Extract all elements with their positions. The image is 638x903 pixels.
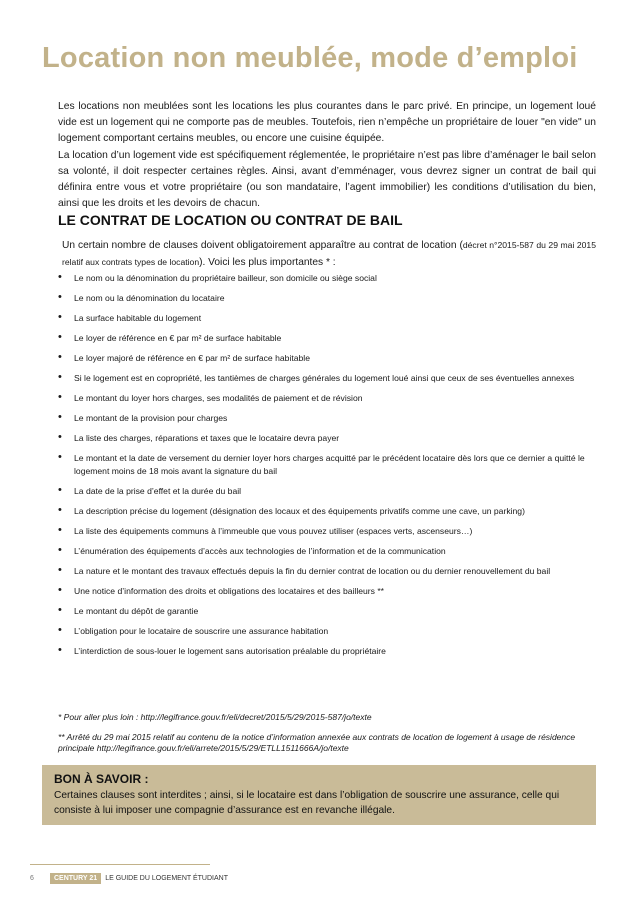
clause-item [58,312,598,325]
bullet-icon: • [58,604,62,616]
intro-paragraph-1: Les locations non meublées sont les locations les plus courantes dans le parc privé. En principe, un logement loué vide est un logement qui ne comporte pas de meubles. Toutefois, rien n’empêche un propriétaire de louer "en vide" un logement comportant certains meubles, ou encore une cuisine équipée. [58,101,596,144]
footnotes [58,712,598,763]
clause-item [58,272,598,285]
clause-item [58,525,598,538]
bullet-icon: • [58,544,62,556]
bullet-icon: • [58,584,62,596]
clause-item [58,452,598,478]
clause-item [58,332,598,345]
clause-item [58,645,598,658]
clause-text: L’interdiction de sous-louer le logement sans autorisation préalable du propriétaire [74,646,386,656]
bullet-icon: • [58,391,62,403]
clause-item [58,432,598,445]
box-title: BON À SAVOIR : [54,772,149,786]
clause-item [58,605,598,618]
clause-text: Le loyer majoré de référence en € par m² de surface habitable [74,353,310,363]
guide-title: LE GUIDE DU LOGEMENT ÉTUDIANT [105,875,228,882]
clause-text: La description précise du logement (désignation des locaux et des équipements privatifs comme une cave, un parking) [74,506,525,516]
section-heading: LE CONTRAT DE LOCATION OU CONTRAT DE BAIL [58,212,403,228]
clause-item [58,565,598,578]
lead-text-a: Un certain nombre de clauses doivent obligatoirement apparaître au contrat de location ( [62,240,463,251]
bullet-icon: • [58,624,62,636]
section-lead [62,237,596,271]
clause-text: Une notice d’information des droits et obligations des locataires et des bailleurs ** [74,586,385,596]
clause-item [58,625,598,638]
bullet-icon: • [58,411,62,423]
bon-a-savoir-box [42,765,596,825]
clause-text: Le loyer de référence en € par m² de surface habitable [74,333,282,343]
bullet-icon: • [58,504,62,516]
clause-text: La liste des équipements communs à l’immeuble que vous pouvez utiliser (espaces verts, ascenseurs…) [74,526,473,536]
clause-item [58,352,598,365]
page-number: 6 [30,875,34,882]
bullet-icon: • [58,351,62,363]
clauses-list [58,272,598,665]
clause-text: L’obligation pour le locataire de souscrire une assurance habitation [74,626,329,636]
lead-decree-reference: décret n°2015-587 du 29 mai 2015 relatif aux contrats types de location [62,240,596,267]
clause-text: La nature et le montant des travaux effectués depuis la fin du dernier contrat de location ou du dernier renouvellement du bail [74,566,551,576]
bullet-icon: • [58,311,62,323]
bullet-icon: • [58,644,62,656]
clause-text: Si le logement est en copropriété, les tantièmes de charges générales du logement loué ainsi que ceux de ses éventuelles annexes [74,373,575,383]
clause-item [58,292,598,305]
clause-text: Le montant de la provision pour charges [74,413,228,423]
lead-text-b: ). Voici les plus importantes * : [199,257,336,268]
clause-item [58,392,598,405]
bullet-icon: • [58,431,62,443]
clause-text: La surface habitable du logement [74,313,202,323]
clause-text: La date de la prise d’effet et la durée du bail [74,486,242,496]
bullet-icon: • [58,291,62,303]
clause-text: Le nom ou la dénomination du propriétaire bailleur, son domicile ou siège social [74,273,377,283]
footnote-2: ** Arrêté du 29 mai 2015 relatif au contenu de la notice d’information annexée aux contrats de location de logement à usage de résidence principale http://legifrance.gouv.fr/eli/arrete/2015/5/29/ETLL1511666A/jo/texte [58,731,576,753]
footer-divider [30,864,210,865]
clause-text: Le montant du dépôt de garantie [74,606,199,616]
clause-item [58,585,598,598]
bullet-icon: • [58,564,62,576]
bullet-icon: • [58,484,62,496]
bullet-icon: • [58,524,62,536]
clause-item [58,372,598,385]
clause-item [58,412,598,425]
bullet-icon: • [58,271,62,283]
page-title: Location non meublée, mode d’emploi [42,42,578,74]
box-text: Certaines clauses sont interdites ; ainsi, si le locataire est dans l’obligation de souscrire une assurance, celle qui consiste à lui imposer une compagnie d’assurance est en revanche illégale. [54,790,560,816]
page-footer [30,873,228,884]
clause-item [58,485,598,498]
brand-logo: CENTURY 21 [50,873,101,884]
clause-text: Le montant du loyer hors charges, ses modalités de paiement et de révision [74,393,363,403]
intro-paragraph-2: La location d’un logement vide est spécifiquement réglementée, le propriétaire n’est pas libre d’aménager le bail selon sa volonté, il doit respecter certaines règles. Ainsi, avant d’emménager, vous devrez signer un contrat de bail qui définira entre vous et votre propriétaire (ou son mandataire, l’agent immobilier) les conditions d’utilisation du bien, ainsi que les droits et les devoirs de chacun. [58,150,596,209]
bullet-icon: • [58,331,62,343]
bullet-icon: • [58,451,62,463]
clause-text: Le nom ou la dénomination du locataire [74,293,225,303]
footnote-1: * Pour aller plus loin : http://legifrance.gouv.fr/eli/decret/2015/5/29/2015-587/jo/texte [58,712,372,722]
clause-text: Le montant et la date de versement du dernier loyer hors charges acquitté par le précédent locataire dès lors que ce dernier a quitté le logement moins de 18 mois avant la signature du bail [74,453,585,476]
clause-item [58,505,598,518]
clause-item [58,545,598,558]
bullet-icon: • [58,371,62,383]
clause-text: La liste des charges, réparations et taxes que le locataire devra payer [74,433,340,443]
clause-text: L’énumération des équipements d’accès aux technologies de l’information et de la communication [74,546,446,556]
